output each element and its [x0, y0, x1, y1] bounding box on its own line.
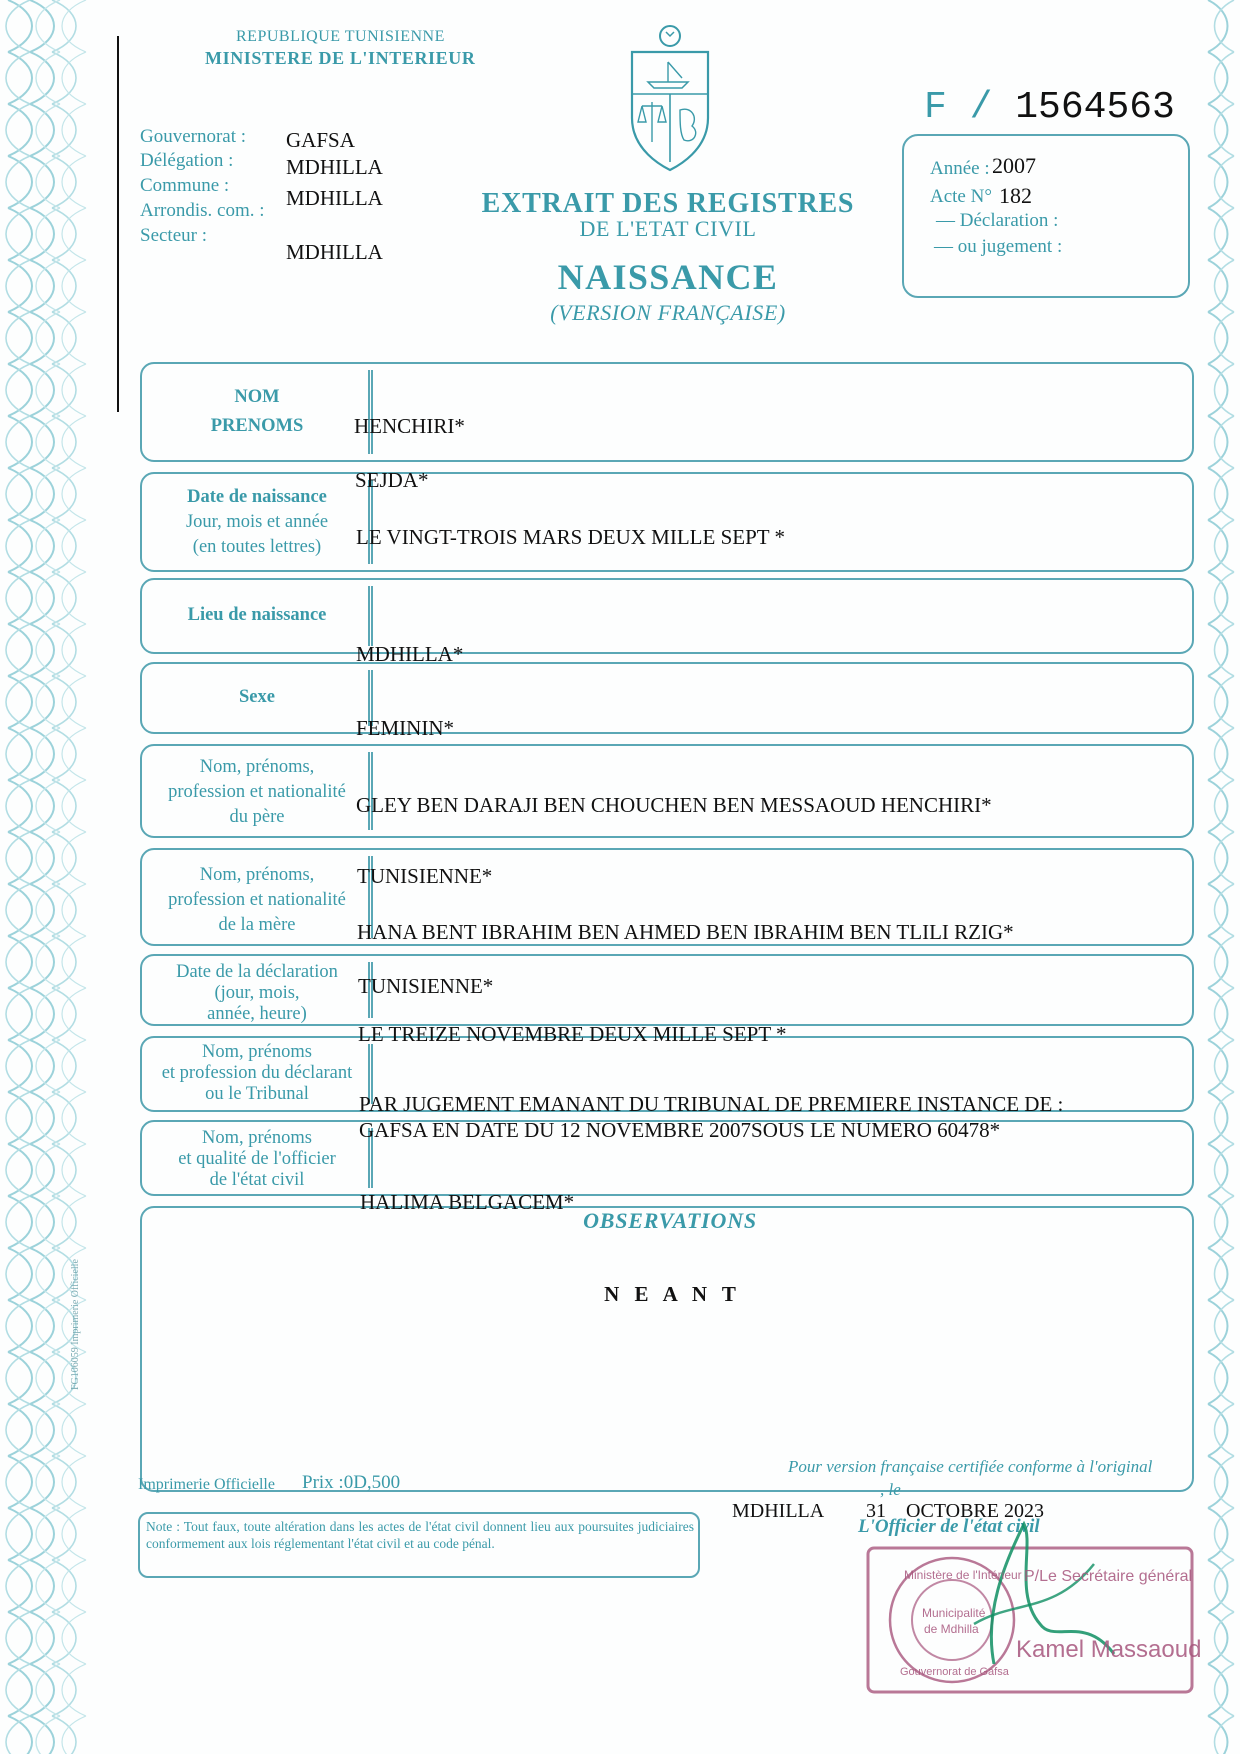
republic-text: REPUBLIQUE TUNISIENNE [236, 28, 445, 45]
pere-label-line-3: du père [229, 807, 285, 827]
declarant-label-line-3: ou le Tribunal [205, 1084, 309, 1104]
officier-label-line-3: de l'état civil [209, 1170, 305, 1190]
lieu-label-text: Lieu de naissance [187, 605, 327, 625]
title-extrait: EXTRAIT DES REGISTRES [481, 188, 855, 219]
le-text: , le [880, 1480, 901, 1499]
coat-of-arms-emblem [622, 22, 718, 174]
stamp-title: P/Le Secrétaire général [1024, 1568, 1193, 1585]
arrondis-label: Arrondis. com. : [140, 200, 265, 221]
ministry-text: MINISTERE DE L'INTERIEUR [205, 48, 476, 68]
nom-value: HENCHIRI* [354, 414, 465, 438]
lieu-label [140, 604, 374, 627]
date-label-line-1: Date de naissance [187, 487, 327, 507]
stamp-round-text-1: Ministère de l'Intérieur [904, 1568, 1022, 1582]
prenoms-label: PRENOMS [210, 416, 304, 436]
delegation-value: MDHILLA [286, 155, 383, 179]
mere-label [140, 864, 374, 937]
annee-value: 2007 [992, 153, 1036, 178]
officier-label-line-1: Nom, prénoms [202, 1128, 312, 1148]
serial-number [924, 86, 1175, 129]
serial-prefix: F / [924, 86, 993, 129]
declaration-date-value: LE TREIZE NOVEMBRE DEUX MILLE SEPT * [358, 1022, 787, 1046]
secteur-label: Secteur : [140, 225, 208, 246]
date-label-line-2: Jour, mois et année [185, 512, 329, 532]
mere-value: HANA BENT IBRAHIM BEN AHMED BEN IBRAHIM BEN TLILI RZIG* [357, 920, 1014, 944]
stamp-name: Kamel Massaoud [1016, 1636, 1202, 1663]
stamp-round-text-3: de Mdhilla [924, 1622, 979, 1636]
jugement-label: — ou jugement : [934, 236, 1063, 257]
mere-nationality-value: TUNISIENNE* [358, 974, 494, 998]
acte-value: 182 [999, 183, 1032, 208]
date-label-line-3: (en toutes lettres) [192, 537, 322, 557]
annee-label: Année : [930, 158, 990, 179]
side-print-code: FG106059 Imprimerie Officielle [70, 1259, 81, 1390]
declarant-label-line-1: Nom, prénoms [202, 1042, 312, 1062]
mere-label-line-1: Nom, prénoms, [199, 865, 315, 885]
prix-value: 0D,500 [343, 1472, 401, 1493]
decl-label-line-1: Date de la déclaration [176, 962, 338, 982]
delegation-label: Délégation : [140, 150, 234, 171]
left-guilloche-border [0, 0, 96, 1754]
officier-label-line-2: et qualité de l'officier [178, 1149, 336, 1169]
pere-label-line-2: profession et nationalité [168, 782, 346, 802]
title-etat-civil: DE L'ETAT CIVIL [579, 216, 757, 241]
declaration-label: — Déclaration : [936, 210, 1059, 231]
gouvernorat-value: GAFSA [286, 128, 355, 152]
declarant-label-line-2: et profession du déclarant [161, 1063, 353, 1083]
pere-value: GLEY BEN DARAJI BEN CHOUCHEN BEN MESSAOUD HENCHIRI* [356, 793, 992, 817]
commune-label: Commune : [140, 175, 230, 196]
vertical-black-rule [117, 36, 119, 412]
acte-label: Acte N° [930, 186, 992, 207]
declarant-label [140, 1042, 374, 1105]
declaration-date-label [140, 962, 374, 1025]
date-naissance-value: LE VINGT-TROIS MARS DEUX MILLE SEPT * [356, 525, 785, 549]
decl-label-line-2: (jour, mois, [214, 983, 300, 1003]
pere-label [140, 756, 374, 829]
prix-label: Prix : [302, 1472, 344, 1493]
declarant-value-line-2: GAFSA EN DATE DU 12 NOVEMBRE 2007SOUS LE NUMERO 60478* [359, 1118, 1001, 1142]
sexe-label [140, 686, 374, 709]
officier-signature-label: L'Officier de l'état civil [858, 1516, 1040, 1537]
nom-prenoms-label [140, 386, 374, 438]
declarant-value-line-1: PAR JUGEMENT EMANANT DU TRIBUNAL DE PREMIERE INSTANCE DE : [359, 1092, 1064, 1116]
secteur-value: MDHILLA [286, 240, 383, 264]
stamp-round-text-4: Gouvernorat de Gafsa [900, 1666, 1009, 1678]
pere-label-line-1: Nom, prénoms, [199, 757, 315, 777]
observations-value: N E A N T [604, 1282, 736, 1306]
certification-text: Pour version française certifiée conforme à l'original [788, 1457, 1153, 1476]
observations-title: OBSERVATIONS [583, 1208, 757, 1233]
date-value: 31 OCTOBRE 2023 [866, 1500, 1044, 1522]
sexe-label-text: Sexe [239, 687, 275, 707]
date-naissance-label [140, 486, 374, 559]
commune-value: MDHILLA [286, 186, 383, 210]
nom-label: NOM [234, 387, 280, 407]
officier-value: HALIMA BELGACEM* [360, 1190, 575, 1214]
title-version-francaise: (VERSION FRANÇAISE) [550, 300, 786, 325]
decl-label-line-3: année, heure) [207, 1004, 307, 1024]
title-naissance: NAISSANCE [557, 257, 779, 297]
mere-label-line-2: profession et nationalité [168, 890, 346, 910]
lieu-value: MDHILLA* [356, 642, 464, 666]
stamp-round-text-2: Municipalité [922, 1606, 986, 1620]
official-stamp [864, 1544, 1202, 1696]
officier-label [140, 1128, 374, 1191]
right-guilloche-border [1204, 0, 1240, 1754]
pere-nationality-value: TUNISIENNE* [357, 864, 493, 888]
sexe-value: FEMININ* [356, 716, 454, 740]
imprimerie-text: Imprimerie Officielle [138, 1476, 275, 1493]
mere-label-line-3: de la mère [218, 915, 296, 935]
prenoms-value: SEJDA* [355, 468, 429, 492]
place-value: MDHILLA [732, 1500, 825, 1522]
gouvernorat-label: Gouvernorat : [140, 126, 247, 147]
prix-text [302, 1472, 400, 1494]
serial-value: 1564563 [1015, 86, 1175, 129]
observations-box [140, 1206, 1194, 1492]
legal-note-text: Note : Tout faux, toute altération dans les actes de l'état civil donnent lieu aux poursuites judiciaires conformement aux lois réglementant l'état civil et au code pénal. [146, 1519, 694, 1551]
